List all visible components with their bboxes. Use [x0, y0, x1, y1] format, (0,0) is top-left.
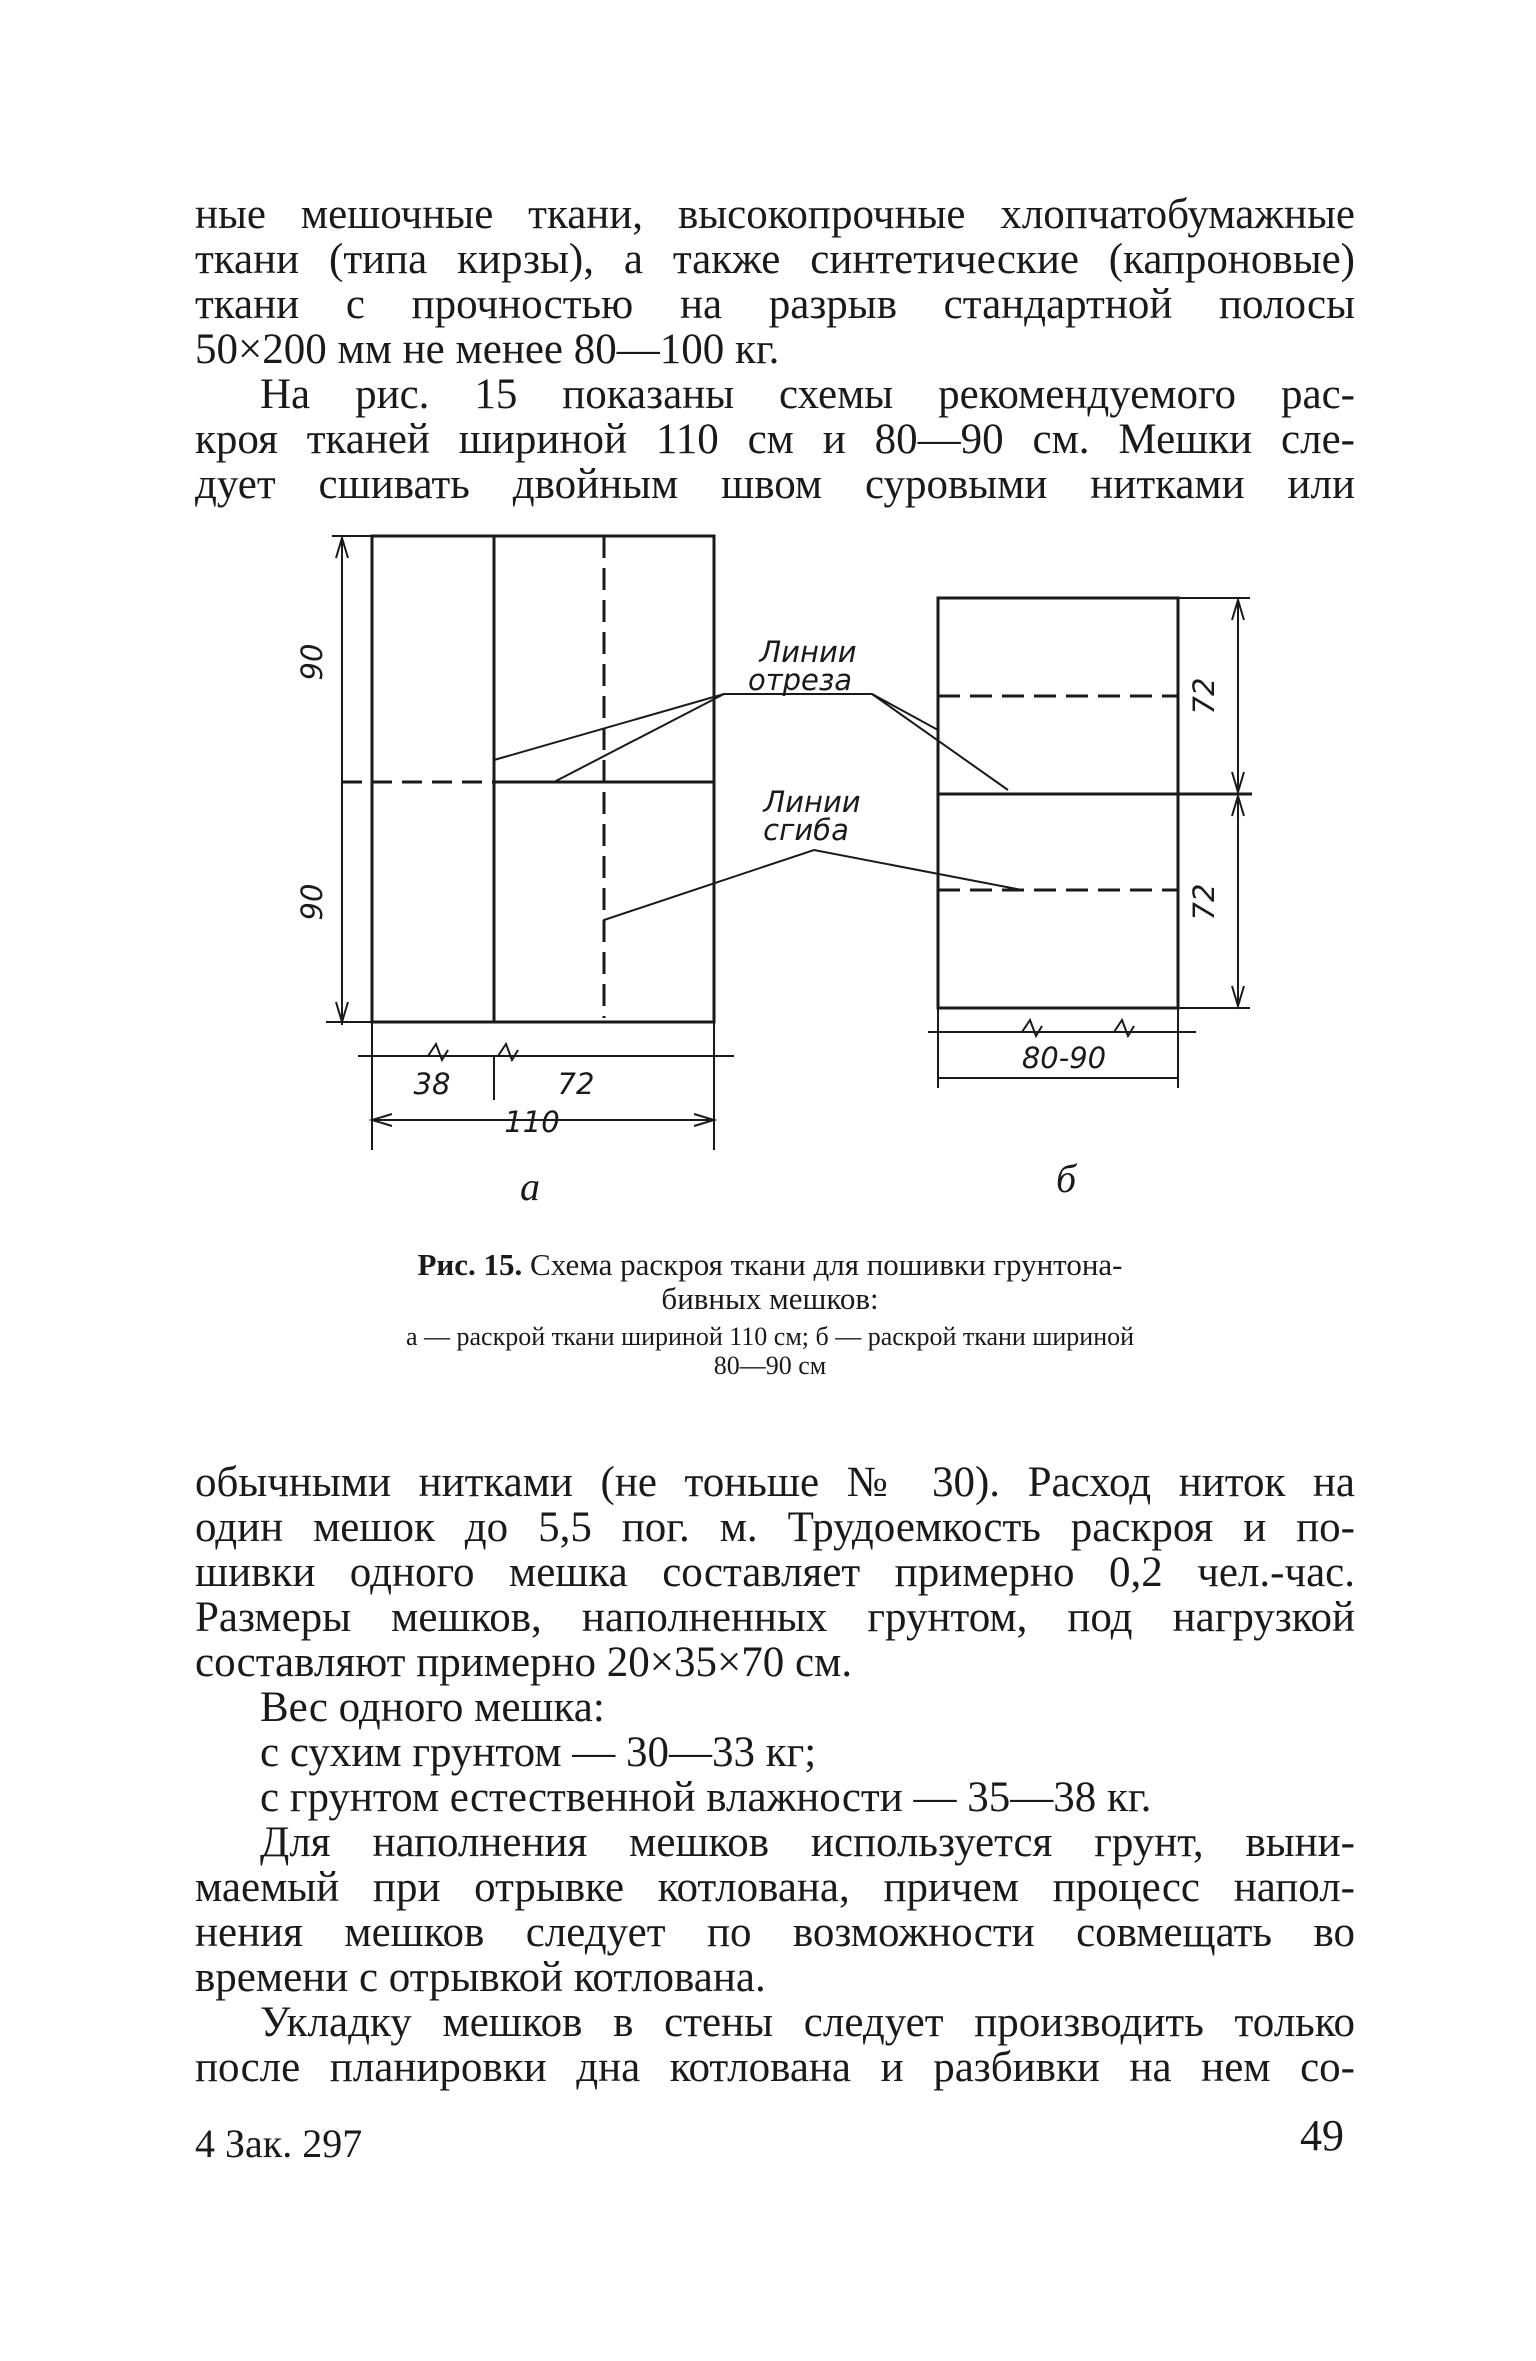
dim-label-b-bottom: 72 [1187, 883, 1221, 921]
text-line: времени с отрывкой котлована. [195, 1954, 766, 2001]
break-mark [428, 1044, 448, 1060]
figure-caption [250, 1248, 1290, 1316]
text-line: составляют примерно 20×35×70 см. [195, 1639, 853, 1686]
break-mark [1114, 1020, 1134, 1036]
dim-label-72: 72 [557, 1067, 595, 1101]
text-line: ные мешочные ткани, высокопрочные хлопчатобумажные [195, 191, 1355, 238]
dim-label-38: 38 [413, 1067, 451, 1101]
text-line: Укладку мешков в стены следует производить только [260, 1999, 1355, 2046]
caption-number: Рис. 15. [417, 1247, 523, 1282]
text-line: дует сшивать двойным швом суровыми нитками или [195, 461, 1355, 508]
fold-lines-label: сгиба [763, 813, 849, 847]
figure-sublabel-a: а [520, 1164, 540, 1209]
text-line: один мешок до 5,5 пог. м. Трудоемкость раскроя и по- [195, 1504, 1355, 1551]
figure-caption-note [250, 1322, 1290, 1380]
text-line: кроя тканей шириной 110 см и 80—90 см. Мешки сле- [195, 416, 1355, 463]
fold-lines-label: Линии [763, 785, 861, 819]
caption-text: бивных мешков: [661, 1281, 879, 1316]
text-line: Вес одного мешка: [260, 1684, 605, 1731]
text-line: Размеры мешков, наполненных грунтом, под нагрузкой [195, 1594, 1355, 1641]
text-line: ткани с прочностью на разрыв стандартной полосы [195, 281, 1355, 328]
text-line: Для наполнения мешков используется грунт, выни- [260, 1819, 1355, 1866]
page-number: 49 [1300, 2111, 1344, 2160]
text-line: шивки одного мешка составляет примерно 0,2 чел.-час. [195, 1549, 1355, 1596]
text-line: 50×200 мм не менее 80—100 кг. [195, 326, 780, 373]
print-signature: 4 Зак. 297 [195, 2121, 363, 2166]
text-line: с сухим грунтом — 30—33 кг; [260, 1729, 817, 1776]
text-line: маемый при отрывке котлована, причем процесс напол- [195, 1864, 1355, 1911]
caption-note-line: а — раскрой ткани шириной 110 см; б — раскрой ткани шириной [405, 1322, 1135, 1351]
fabric-a-outline [372, 536, 714, 1022]
text-line: нения мешков следует по возможности совмещать во [195, 1909, 1355, 1956]
cutting-scheme-figure [0, 520, 1536, 1220]
text-line: после планировки дна котлована и разбивки на нем со- [195, 2044, 1355, 2091]
break-mark [498, 1044, 518, 1060]
text-line: с грунтом естественной влажности — 35—38 кг. [260, 1774, 1152, 1821]
dim-label-a-bottom: 90 [295, 883, 329, 921]
text-line: обычными нитками (не тоньше № 30). Расход ниток на [195, 1459, 1355, 1506]
text-line: ткани (типа кирзы), а также синтетические (капроновые) [195, 236, 1355, 283]
body-text [195, 1460, 1355, 2090]
figure-sublabel-b: б [1055, 1156, 1077, 1201]
caption-title [250, 1248, 1290, 1282]
text-line: На рис. 15 показаны схемы рекомендуемого рас- [260, 371, 1355, 418]
cut-lines-label: Линии [759, 635, 857, 669]
dim-label-b-top: 72 [1187, 677, 1221, 715]
cut-lines-label: отреза [747, 663, 853, 697]
fabric-b-outline [938, 598, 1178, 1008]
leader-cut-lines [872, 694, 938, 730]
caption-note-line: 80—90 см [713, 1351, 827, 1380]
caption-text: Схема раскроя ткани для пошивки грунтона- [530, 1247, 1123, 1282]
intro-paragraph [195, 192, 1355, 507]
leader-cut-lines [494, 694, 1008, 790]
dim-label-80-90: 80-90 [1021, 1041, 1107, 1075]
break-mark [1022, 1020, 1042, 1036]
leader-cut-lines [554, 694, 724, 782]
dim-label-110: 110 [504, 1105, 560, 1139]
dim-label-a-top: 90 [295, 643, 329, 681]
